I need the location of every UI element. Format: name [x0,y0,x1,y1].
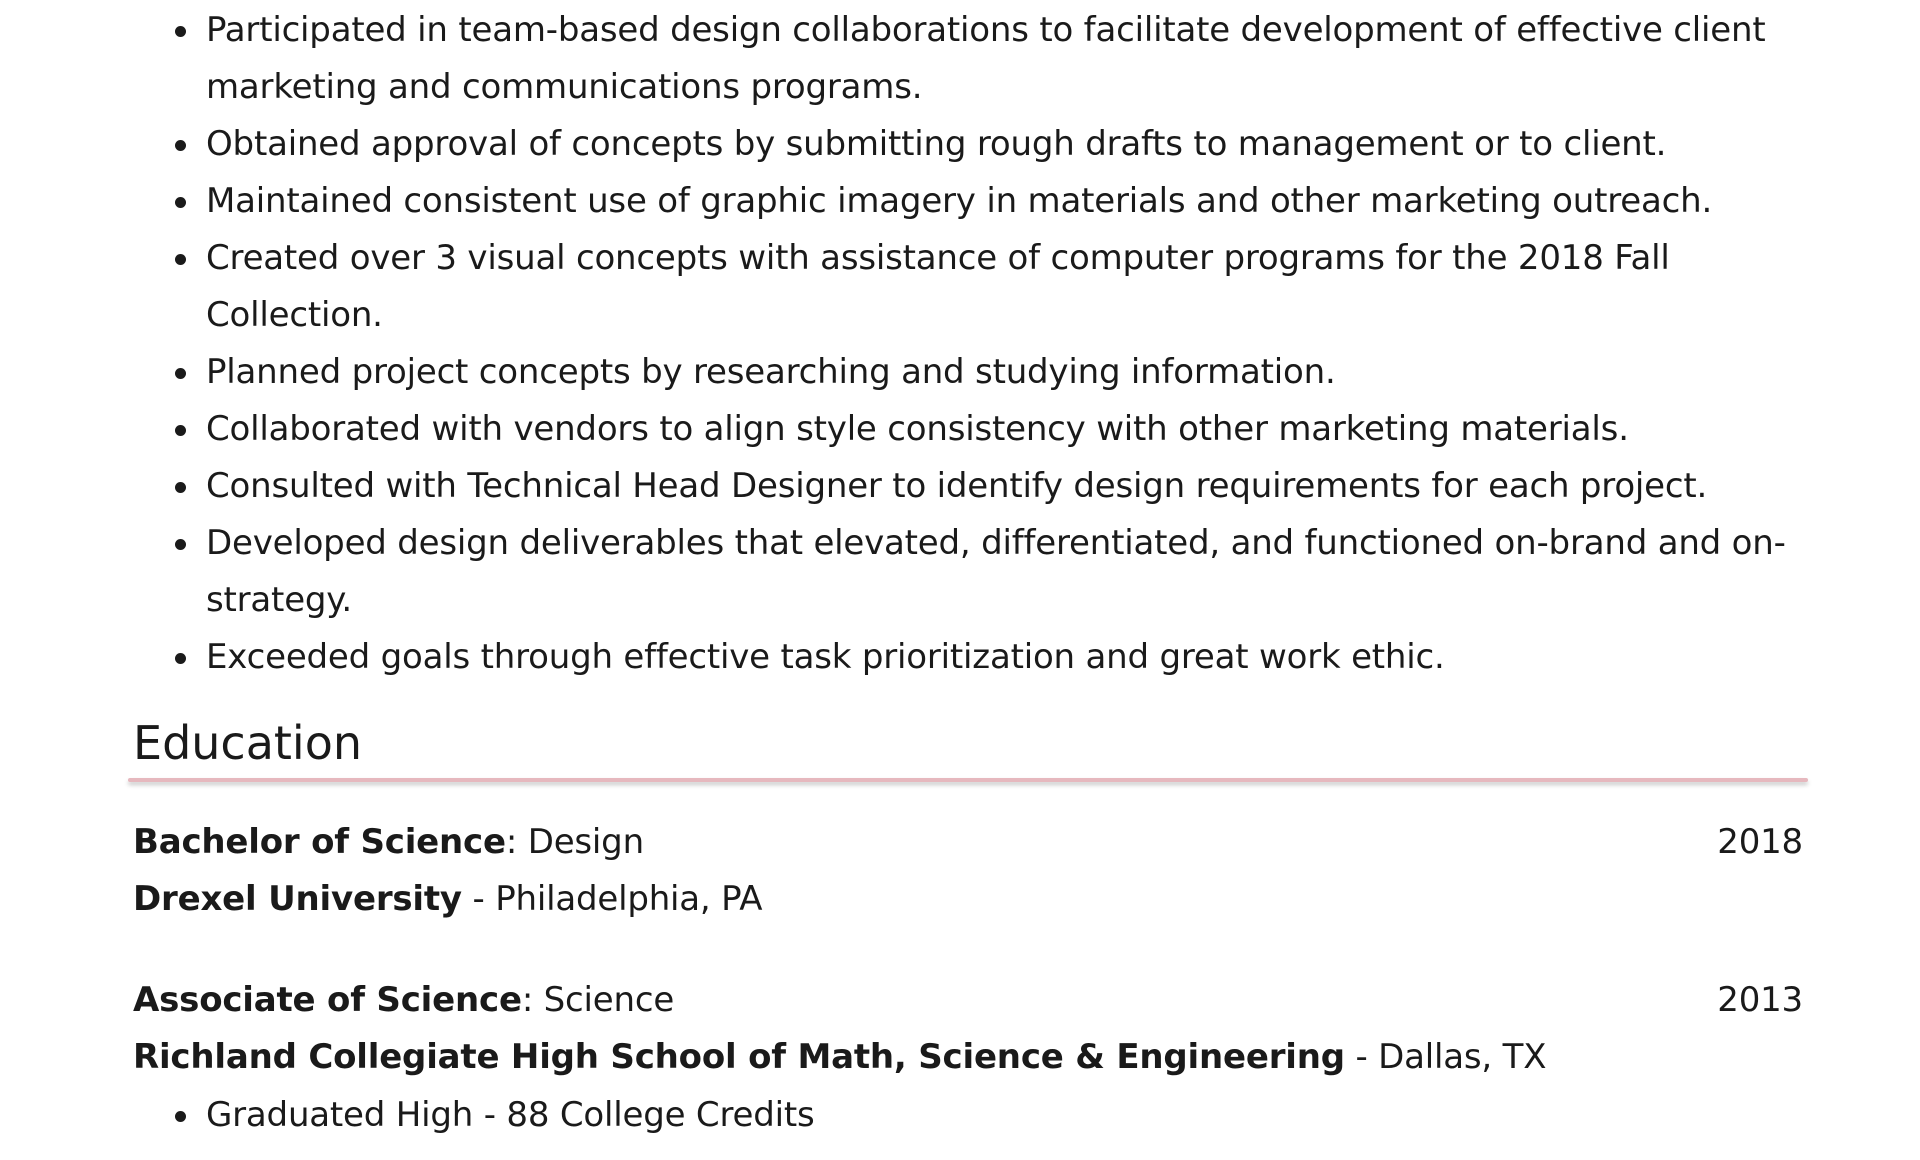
experience-bullet-text: Maintained consistent use of graphic imagery in materials and other marketing outreach. [206,181,1713,221]
degree-name: Associate of Science [133,980,522,1020]
bullet-dot-icon [175,1111,186,1122]
bullet-dot-icon [175,254,186,265]
education-bullet-text: Graduated High - 88 College Credits [206,1095,815,1135]
experience-bullet [206,458,1806,515]
experience-bullet [206,515,1806,629]
education-degree-line [133,972,1803,1029]
education-school-line [133,871,1803,928]
education-degree-line [133,814,1803,871]
bullet-dot-icon [175,197,186,208]
graduation-year: 2018 [1717,822,1803,862]
experience-bullet-text: Exceeded goals through effective task prioritization and great work ethic. [206,637,1445,677]
experience-bullet [206,116,1806,173]
degree-field: : Science [521,980,675,1020]
experience-bullet [206,230,1806,344]
bullet-dot-icon [175,26,186,37]
experience-bullet-text: Created over 3 visual concepts with assistance of computer programs for the 2018 Fall Collection. [206,238,1670,335]
bullet-dot-icon [175,368,186,379]
degree-name: Bachelor of Science [133,822,506,862]
bullet-dot-icon [175,482,186,493]
bullet-dot-icon [175,425,186,436]
degree-field: : Design [505,822,644,862]
experience-bullet-text: Participated in team-based design collaborations to facilitate development of effective client marketing and communications programs. [206,10,1766,107]
experience-bullet [206,2,1806,116]
experience-bullet-text: Consulted with Technical Head Designer to identify design requirements for each project. [206,466,1708,506]
bullet-dot-icon [175,539,186,550]
education-heading: Education [133,716,363,770]
experience-bullet [206,173,1806,230]
education-school-line [133,1029,1803,1086]
experience-bullet [206,629,1806,686]
school-location: - Philadelphia, PA [461,879,763,919]
experience-bullet-list [206,2,1806,686]
experience-bullet-text: Developed design deliverables that elevated, differentiated, and functioned on-brand and on-strategy. [206,523,1786,620]
education-bullet [206,1087,1706,1144]
school-name: Drexel University [133,879,462,919]
experience-bullet [206,344,1806,401]
education-bullet-list [206,1087,1706,1144]
school-location: - Dallas, TX [1344,1037,1547,1077]
section-divider [128,778,1808,782]
graduation-year: 2013 [1717,980,1803,1020]
experience-bullet-text: Planned project concepts by researching and studying information. [206,352,1336,392]
experience-bullet-text: Collaborated with vendors to align style consistency with other marketing materials. [206,409,1629,449]
school-name: Richland Collegiate High School of Math, Science & Engineering [133,1037,1345,1077]
bullet-dot-icon [175,653,186,664]
bullet-dot-icon [175,140,186,151]
experience-bullet-text: Obtained approval of concepts by submitting rough drafts to management or to client. [206,124,1667,164]
experience-bullet [206,401,1806,458]
